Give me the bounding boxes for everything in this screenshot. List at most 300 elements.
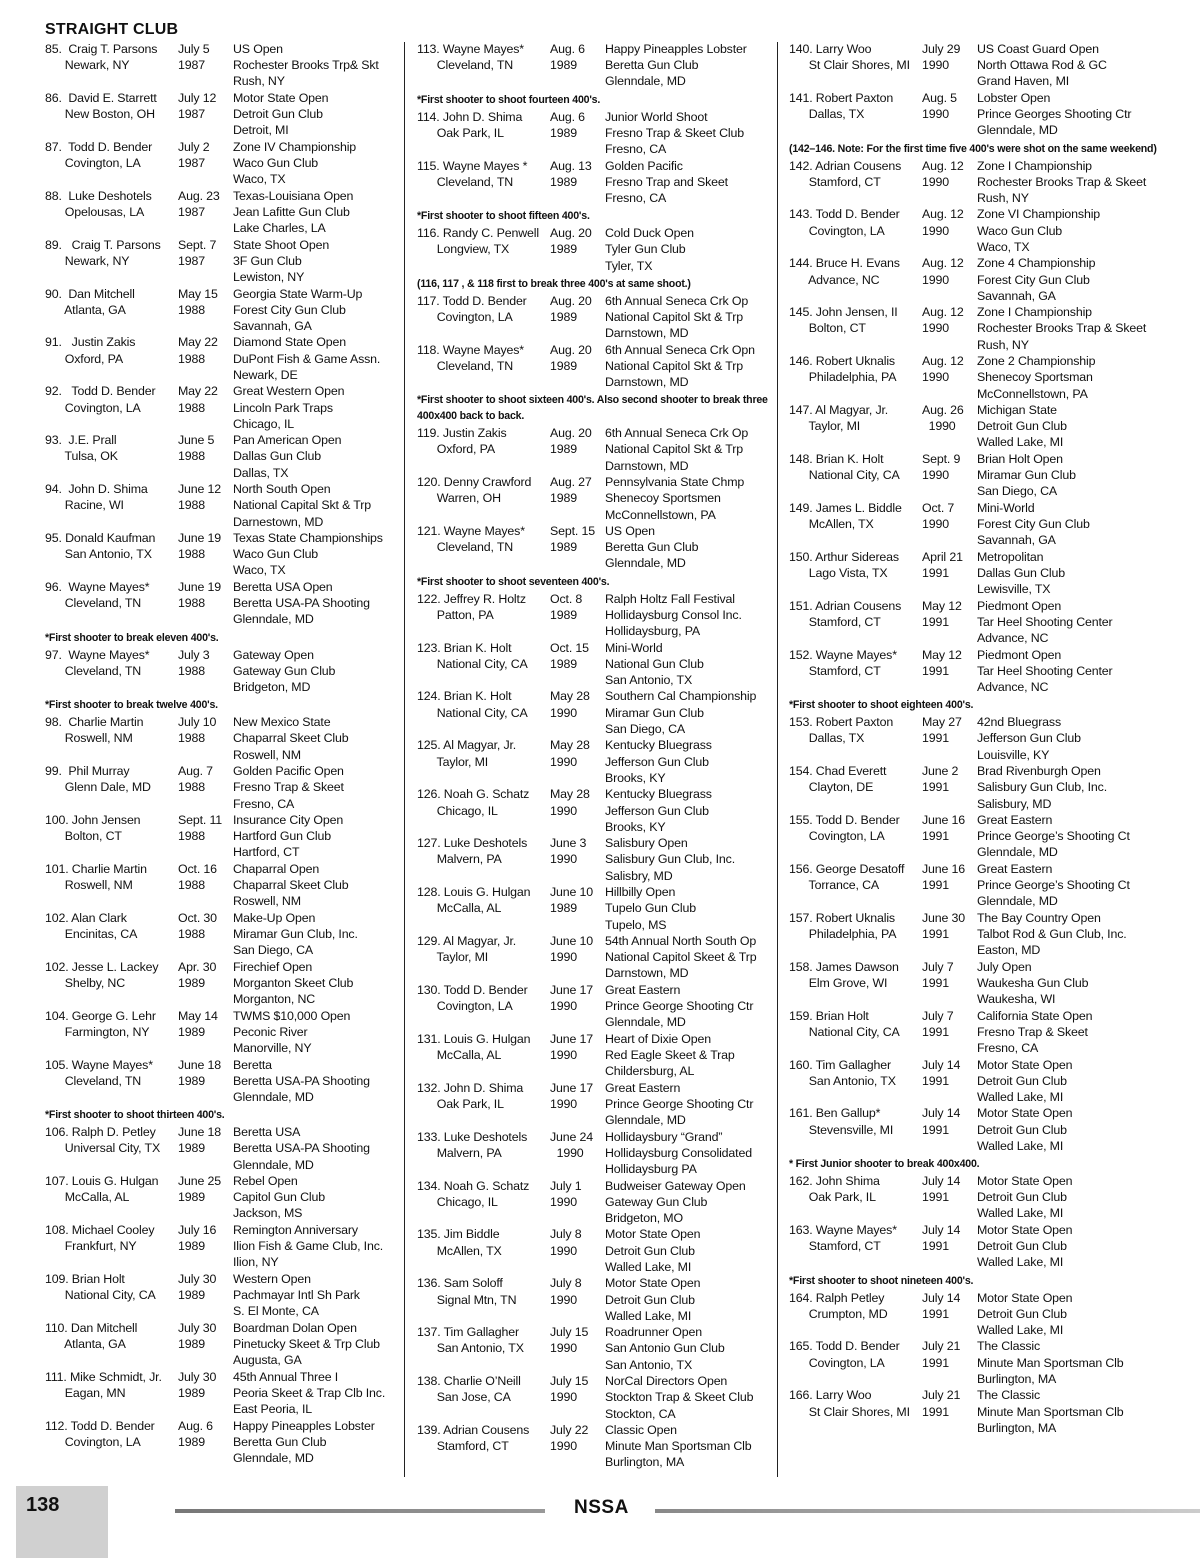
record-date: Aug. 12 xyxy=(922,158,964,173)
record-date: June 16 xyxy=(922,861,966,876)
record-entry xyxy=(789,255,1189,304)
shooter-hometown: Stevensville, MI xyxy=(789,1122,894,1137)
shooter-hometown: San Jose, CA xyxy=(417,1390,511,1405)
spacer xyxy=(178,562,233,578)
spacer xyxy=(550,770,605,786)
record-date: June 16 xyxy=(922,813,966,827)
shooter-name: 110. Dan Mitchell xyxy=(45,1320,138,1335)
event-name: US Coast Guard Open xyxy=(977,42,1099,56)
club-name: National Capitol Skt & Trp xyxy=(605,442,743,457)
club-name: Beretta Gun Club xyxy=(605,58,699,73)
shooter-name: 149. James L. Biddle xyxy=(789,500,902,515)
record-entry xyxy=(789,1173,1189,1222)
record-entry xyxy=(45,910,400,959)
spacer xyxy=(178,942,233,958)
record-date: May 28 xyxy=(550,738,590,753)
club-name: Waukesha Gun Club xyxy=(977,975,1089,990)
event-name: Zone 2 Championship xyxy=(977,354,1096,369)
shooter-name: 141. Robert Paxton xyxy=(789,90,894,105)
shooter-name: 157. Robert Uknalis xyxy=(789,910,895,925)
club-name: Prince George Shooting Ctr xyxy=(605,999,754,1014)
spacer xyxy=(922,893,977,909)
spacer xyxy=(178,171,233,187)
spacer xyxy=(417,1112,550,1128)
record-year: 1989 xyxy=(178,1239,205,1254)
spacer xyxy=(178,611,233,627)
shooter-name: 112. Todd D. Bender xyxy=(45,1418,155,1433)
shooter-hometown: Encinitas, CA xyxy=(45,927,138,942)
column-1 xyxy=(45,41,400,1466)
shooter-hometown: Atlanta, GA xyxy=(45,1336,126,1351)
spacer xyxy=(922,1371,977,1387)
record-entry xyxy=(789,910,1189,959)
shooter-name: 93. J.E. Prall xyxy=(45,433,117,448)
spacer xyxy=(922,337,977,353)
club-name: Peoria Skeet & Trap Clb Inc. xyxy=(233,1385,386,1400)
record-entry xyxy=(45,530,400,579)
spacer xyxy=(922,581,977,597)
record-year: 1991 xyxy=(922,975,949,990)
event-name: Firechief Open xyxy=(233,959,313,974)
shooter-name: 100. John Jensen xyxy=(45,813,141,827)
shooter-hometown: Philadelphia, PA xyxy=(789,370,897,385)
shooter-name: 92. Todd D. Bender xyxy=(45,384,156,399)
event-name: Motor State Open xyxy=(977,1222,1073,1237)
record-entry xyxy=(417,933,772,982)
club-location: Fresno, CA xyxy=(605,142,667,157)
club-location: McConnellstown, PA xyxy=(977,386,1088,401)
event-name: July Open xyxy=(977,959,1032,974)
spacer xyxy=(922,991,977,1007)
club-location: San Diego, CA xyxy=(605,721,686,736)
record-entry xyxy=(417,737,772,786)
record-entry xyxy=(789,158,1189,207)
shooter-hometown: Covington, LA xyxy=(789,829,885,844)
event-name: Hillbilly Open xyxy=(605,885,676,900)
record-entry xyxy=(789,549,1189,598)
record-entry xyxy=(789,763,1189,812)
record-entry xyxy=(789,1222,1189,1271)
spacer xyxy=(178,269,233,285)
record-entry xyxy=(45,432,400,481)
spacer xyxy=(178,844,233,860)
spacer xyxy=(789,337,922,353)
event-name: Diamond State Open xyxy=(233,335,347,350)
spacer xyxy=(178,1089,233,1105)
club-name: Gateway Gun Club xyxy=(233,663,336,678)
record-entry xyxy=(45,959,400,1008)
spacer xyxy=(922,73,977,89)
record-date: June 10 xyxy=(550,934,594,949)
shooter-name: 129. Al Magyar, Jr. xyxy=(417,934,517,949)
shooter-hometown: Philadelphia, PA xyxy=(789,927,897,942)
record-year: 1989 xyxy=(550,174,577,189)
club-location: Glenndale, MD xyxy=(605,74,686,89)
spacer xyxy=(789,893,922,909)
club-location: Newark, DE xyxy=(233,367,298,382)
spacer xyxy=(45,991,178,1007)
event-name: 54th Annual North South Op xyxy=(605,934,757,949)
spacer xyxy=(45,1157,178,1173)
shooter-name: 86. David E. Starrett xyxy=(45,90,157,105)
spacer xyxy=(417,141,550,157)
club-name: Tar Heel Shooting Center xyxy=(977,663,1113,678)
footnote: *First shooter to shoot seventeen 400's. xyxy=(417,575,610,588)
club-location: Bridgeton, MD xyxy=(233,679,311,694)
spacer xyxy=(789,844,922,860)
club-location: Walled Lake, MI xyxy=(977,1322,1064,1337)
spacer xyxy=(45,220,178,236)
record-year: 1988 xyxy=(178,400,205,415)
record-year: 1990 xyxy=(922,468,949,483)
event-name: Lobster Open xyxy=(977,90,1051,105)
record-year: 1991 xyxy=(922,1024,949,1039)
shooter-hometown: Elm Grove, WI xyxy=(789,975,888,990)
spacer xyxy=(178,1040,233,1056)
club-name: Forest City Gun Club xyxy=(233,302,346,317)
club-name: Detroit Gun Club xyxy=(977,1306,1067,1321)
club-location: Glenndale, MD xyxy=(605,1015,686,1030)
spacer xyxy=(178,1352,233,1368)
spacer xyxy=(178,796,233,812)
record-entry xyxy=(417,425,772,474)
club-name: Detroit Gun Club xyxy=(977,1073,1067,1088)
club-location: Savannah, GA xyxy=(977,533,1056,548)
event-name: Beretta xyxy=(233,1057,272,1072)
club-name: Shenecoy Sportsmen xyxy=(605,491,721,506)
spacer xyxy=(550,868,605,884)
spacer xyxy=(922,122,977,138)
shooter-name: 105. Wayne Mayes* xyxy=(45,1057,153,1072)
record-year: 1990 xyxy=(922,107,949,122)
record-date: Aug. 12 xyxy=(922,354,964,369)
record-date: July 14 xyxy=(922,1057,961,1072)
record-entry xyxy=(45,237,400,286)
record-date: Aug. 12 xyxy=(922,256,964,271)
record-entry xyxy=(789,500,1189,549)
shooter-name: 95. Donald Kaufman xyxy=(45,531,156,546)
shooter-hometown: Covington, LA xyxy=(45,156,141,171)
spacer xyxy=(45,1040,178,1056)
shooter-hometown: Malvern, PA xyxy=(417,852,502,867)
club-location: Walled Lake, MI xyxy=(977,435,1064,450)
shooter-hometown: National City, CA xyxy=(417,705,528,720)
record-entry xyxy=(789,714,1189,763)
column-3 xyxy=(789,41,1189,1436)
record-year: 1987 xyxy=(178,156,205,171)
event-name: Classic Open xyxy=(605,1423,677,1438)
event-name: Insurance City Open xyxy=(233,813,344,827)
club-location: Glenndale, MD xyxy=(605,1113,686,1128)
shooter-hometown: Racine, WI xyxy=(45,498,124,513)
record-date: July 15 xyxy=(550,1325,589,1340)
spacer xyxy=(789,942,922,958)
event-name: 6th Annual Seneca Crk Op xyxy=(605,293,749,308)
record-year: 1987 xyxy=(178,107,205,122)
shooter-name: 106. Ralph D. Petley xyxy=(45,1125,156,1140)
shooter-hometown: Covington, LA xyxy=(45,1434,141,1449)
shooter-name: 137. Tim Gallagher xyxy=(417,1325,519,1340)
record-year: 1990 xyxy=(550,1048,577,1063)
record-year: 1991 xyxy=(922,1190,949,1205)
shooter-name: 102. Jesse L. Lackey xyxy=(45,959,159,974)
shooter-hometown: Taylor, MI xyxy=(417,950,489,965)
event-name: Motor State Open xyxy=(977,1106,1073,1121)
shooter-name: 111. Mike Schmidt, Jr. xyxy=(45,1369,162,1384)
record-date: July 3 xyxy=(178,647,210,662)
record-date: Oct. 30 xyxy=(178,910,217,925)
record-date: June 30 xyxy=(922,910,966,925)
event-name: Motor State Open xyxy=(605,1227,701,1242)
record-date: Aug. 27 xyxy=(550,475,592,490)
club-name: National Gun Club xyxy=(605,656,704,671)
event-name: Chaparral Open xyxy=(233,861,320,876)
record-entry xyxy=(45,139,400,188)
record-entry xyxy=(417,41,772,90)
spacer xyxy=(550,458,605,474)
shooter-hometown: Advance, NC xyxy=(789,272,880,287)
shooter-name: 99. Phil Murray xyxy=(45,764,130,779)
record-date: June 17 xyxy=(550,1080,594,1095)
record-year: 1988 xyxy=(178,731,205,746)
shooter-name: 127. Luke Deshotels xyxy=(417,836,528,851)
record-date: June 12 xyxy=(178,482,222,497)
record-entry xyxy=(45,481,400,530)
shooter-hometown: Taylor, MI xyxy=(417,754,489,769)
spacer xyxy=(789,747,922,763)
shooter-name: 124. Brian K. Holt xyxy=(417,689,512,704)
spacer xyxy=(417,1210,550,1226)
record-date: July 1 xyxy=(550,1178,582,1193)
record-date: May 12 xyxy=(922,647,962,662)
spacer xyxy=(550,374,605,390)
event-name: Cold Duck Open xyxy=(605,226,694,241)
spacer xyxy=(417,73,550,89)
club-location: Lewisville, TX xyxy=(977,582,1051,597)
spacer xyxy=(550,1014,605,1030)
club-name: Tar Heel Shooting Center xyxy=(977,614,1113,629)
club-name: Rochester Brooks Trp& Skt xyxy=(233,58,379,73)
event-name: 42nd Bluegrass xyxy=(977,715,1062,730)
club-name: Fresno Trap and Skeet xyxy=(605,174,728,189)
club-location: Hollidaysburg PA xyxy=(605,1162,697,1177)
club-location: Darnstown, MD xyxy=(605,326,689,341)
spacer xyxy=(550,1063,605,1079)
club-location: East Peoria, IL xyxy=(233,1402,313,1417)
shooter-hometown: Taylor, MI xyxy=(789,419,861,434)
club-location: Walled Lake, MI xyxy=(605,1259,692,1274)
shooter-hometown: McAllen, TX xyxy=(789,517,874,532)
spacer xyxy=(417,1308,550,1324)
record-date: July 21 xyxy=(922,1339,961,1354)
spacer xyxy=(789,122,922,138)
club-name: Beretta USA-PA Shooting xyxy=(233,1073,370,1088)
event-name: State Shoot Open xyxy=(233,237,330,252)
shooter-name: 97. Wayne Mayes* xyxy=(45,647,150,662)
record-year: 1990 xyxy=(922,370,949,385)
club-location: Rush, NY xyxy=(977,190,1029,205)
record-year: 1988 xyxy=(178,351,205,366)
record-entry xyxy=(417,982,772,1031)
column-2 xyxy=(417,41,772,1471)
spacer xyxy=(45,747,178,763)
shooter-name: 107. Louis G. Hulgan xyxy=(45,1174,159,1189)
club-location: San Diego, CA xyxy=(977,484,1058,499)
club-name: Pachmayar Intl Sh Park xyxy=(233,1288,360,1303)
event-name: Gateway Open xyxy=(233,647,314,662)
shooter-hometown: McCalla, AL xyxy=(417,901,502,916)
record-entry xyxy=(45,1057,400,1106)
shooter-hometown: Roswell, NM xyxy=(45,878,133,893)
club-location: Brooks, KY xyxy=(605,819,666,834)
spacer xyxy=(417,1014,550,1030)
spacer xyxy=(45,1352,178,1368)
record-year: 1989 xyxy=(178,1385,205,1400)
event-name: Great Eastern xyxy=(605,1080,681,1095)
shooter-name: 160. Tim Gallagher xyxy=(789,1057,891,1072)
spacer xyxy=(178,679,233,695)
shooter-name: 146. Robert Uknalis xyxy=(789,354,895,369)
record-year: 1990 xyxy=(922,272,949,287)
club-name: Salisbury Gun Club, Inc. xyxy=(977,780,1108,795)
spacer xyxy=(550,325,605,341)
record-date: June 25 xyxy=(178,1174,222,1189)
club-location: Darnstown, MD xyxy=(605,458,689,473)
club-location: San Diego, CA xyxy=(233,943,314,958)
record-entry xyxy=(789,1290,1189,1339)
shooter-hometown: National City, CA xyxy=(789,1024,900,1039)
spacer xyxy=(789,434,922,450)
column-divider xyxy=(404,42,405,1477)
record-date: June 2 xyxy=(922,764,959,779)
spacer xyxy=(45,562,178,578)
shooter-hometown: Roswell, NM xyxy=(45,731,133,746)
spacer xyxy=(45,465,178,481)
event-name: Motor State Open xyxy=(977,1290,1073,1305)
spacer xyxy=(789,386,922,402)
record-year: 1987 xyxy=(178,204,205,219)
spacer xyxy=(922,434,977,450)
event-name: Pennsylvania State Chmp xyxy=(605,475,745,490)
club-name: Fresno Trap & Skeet Club xyxy=(605,125,744,140)
spacer xyxy=(417,868,550,884)
record-date: Aug. 6 xyxy=(178,1418,213,1433)
record-year: 1989 xyxy=(178,1141,205,1156)
record-entry xyxy=(45,1173,400,1222)
club-name: Minute Man Sportsman Clb xyxy=(605,1439,752,1454)
footer-rule-right xyxy=(655,1509,1200,1513)
shooter-hometown: Torrance, CA xyxy=(789,878,880,893)
record-entry xyxy=(45,90,400,139)
club-name: Tyler Gun Club xyxy=(605,242,686,257)
record-year: 1988 xyxy=(178,302,205,317)
record-date: Aug. 6 xyxy=(550,109,585,124)
footnote: * First Junior shooter to break 400x400. xyxy=(789,1158,980,1171)
shooter-hometown: Lago Vista, TX xyxy=(789,565,888,580)
event-name: The Classic xyxy=(977,1388,1041,1403)
record-date: July 8 xyxy=(550,1227,582,1242)
club-name: Rochester Brooks Trap & Skeet xyxy=(977,321,1147,336)
record-entry xyxy=(417,1031,772,1080)
event-name: Metropolitan xyxy=(977,549,1044,564)
spacer xyxy=(417,555,550,571)
record-entry xyxy=(417,1275,772,1324)
event-name: Heart of Dixie Open xyxy=(605,1031,711,1046)
club-location: Louisville, KY xyxy=(977,747,1050,762)
club-name: 3F Gun Club xyxy=(233,253,302,268)
club-name: Salisbury Gun Club, Inc. xyxy=(605,852,736,867)
spacer xyxy=(178,747,233,763)
record-year: 1989 xyxy=(550,607,577,622)
spacer xyxy=(45,269,178,285)
event-name: Great Eastern xyxy=(977,861,1053,876)
event-name: 6th Annual Seneca Crk Op xyxy=(605,426,749,441)
event-name: Georgia State Warm-Up xyxy=(233,286,363,301)
record-entry xyxy=(417,884,772,933)
record-entry xyxy=(417,1422,772,1471)
shooter-name: 122. Jeffrey R. Holtz xyxy=(417,591,526,606)
spacer xyxy=(789,796,922,812)
event-name: Roadrunner Open xyxy=(605,1325,702,1340)
event-name: Junior World Shoot xyxy=(605,109,708,124)
footnote: *First shooter to shoot fourteen 400's. xyxy=(417,93,601,106)
shooter-name: 96. Wayne Mayes* xyxy=(45,579,150,594)
spacer xyxy=(178,220,233,236)
event-name: Mini-World xyxy=(977,500,1035,515)
record-entry xyxy=(417,225,772,274)
spacer xyxy=(922,1420,977,1436)
club-name: Detroit Gun Club xyxy=(605,1292,695,1307)
footer-rule-left xyxy=(175,1509,545,1513)
club-location: San Antonio, TX xyxy=(605,1357,693,1372)
record-date: Sept. 7 xyxy=(178,237,217,252)
shooter-hometown: Eagan, MN xyxy=(45,1385,126,1400)
club-location: Salisbury, MD xyxy=(977,796,1052,811)
record-date: July 14 xyxy=(922,1106,961,1121)
record-date: July 10 xyxy=(178,715,217,730)
footnote: *First shooter to shoot eighteen 400's. xyxy=(789,699,974,712)
event-name: Rebel Open xyxy=(233,1174,298,1189)
shooter-hometown: Signal Mtn, TN xyxy=(417,1292,517,1307)
record-year: 1990 xyxy=(550,999,577,1014)
shooter-name: 114. John D. Shima xyxy=(417,109,523,124)
record-entry xyxy=(417,640,772,689)
club-name: Hollidaysburg Consolidated xyxy=(605,1145,752,1160)
shooter-hometown: New Boston, OH xyxy=(45,107,155,122)
shooter-name: 138. Charlie O’Neill xyxy=(417,1374,521,1389)
record-year: 1990 xyxy=(550,1439,577,1454)
spacer xyxy=(922,483,977,499)
spacer xyxy=(550,258,605,274)
event-name: US Open xyxy=(605,524,655,539)
club-name: Prince George Shooting Ctr xyxy=(605,1096,754,1111)
shooter-hometown: Cleveland, TN xyxy=(417,174,514,189)
record-year: 1989 xyxy=(178,1190,205,1205)
record-entry xyxy=(417,293,772,342)
record-year: 1991 xyxy=(922,1073,949,1088)
record-year: 1988 xyxy=(178,878,205,893)
event-name: The Bay Country Open xyxy=(977,910,1101,925)
shooter-hometown: Covington, LA xyxy=(45,400,141,415)
spacer xyxy=(922,386,977,402)
spacer xyxy=(789,1138,922,1154)
spacer xyxy=(550,73,605,89)
club-name: Beretta USA-PA Shooting xyxy=(233,1141,370,1156)
shooter-name: 94. John D. Shima xyxy=(45,482,148,497)
record-entry xyxy=(417,591,772,640)
spacer xyxy=(922,844,977,860)
shooter-name: 153. Robert Paxton xyxy=(789,715,894,730)
